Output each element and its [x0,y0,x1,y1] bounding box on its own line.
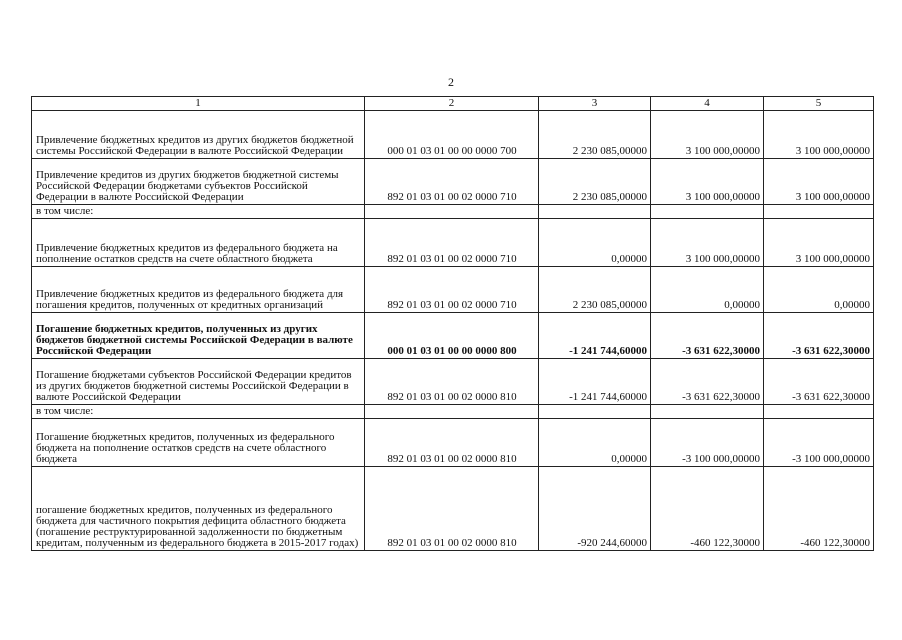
table-row [32,405,874,419]
row-value-col3: 2 230 085,00000 [539,267,651,313]
row-value-col3: -920 244,60000 [539,467,651,551]
row-value-col3: -1 241 744,60000 [539,313,651,359]
table-row [32,313,874,359]
table-row [32,159,874,205]
row-value-col3: 2 230 085,00000 [539,159,651,205]
row-code: 892 01 03 01 00 02 0000 810 [365,419,539,467]
row-code: 892 01 03 01 00 02 0000 710 [365,219,539,267]
table-row [32,359,874,405]
row-value-col5: 3 100 000,00000 [764,111,874,159]
row-code [365,205,539,219]
row-code: 892 01 03 01 00 02 0000 710 [365,267,539,313]
page-number: 2 [448,75,454,89]
row-value-col5: -3 100 000,00000 [764,419,874,467]
column-header-2: 2 [365,97,539,111]
row-value-col4 [651,205,764,219]
row-code: 000 01 03 01 00 00 0000 800 [365,313,539,359]
row-value-col5 [764,205,874,219]
table-header-row [32,97,874,111]
row-name: Привлечение кредитов из других бюджетов бюджетной системы Российской Федерации бюджетами субъектов Российской Федерации в валюте Российской Федерации [32,159,365,205]
row-name: Привлечение бюджетных кредитов из других бюджетов бюджетной системы Российской Федерации в валюте Российской Федерации [32,111,365,159]
row-value-col3: 0,00000 [539,219,651,267]
row-code: 892 01 03 01 00 02 0000 810 [365,359,539,405]
row-code: 892 01 03 01 00 02 0000 710 [365,159,539,205]
row-name: в том числе: [32,405,365,419]
row-name: Погашение бюджетных кредитов, полученных из других бюджетов бюджетной системы Российской Федерации в валюте Российской Федерации [32,313,365,359]
row-value-col4: -3 631 622,30000 [651,359,764,405]
row-value-col3 [539,405,651,419]
column-header-5: 5 [764,97,874,111]
row-name: погашение бюджетных кредитов, полученных из федерального бюджета для частичного покрытия дефицита областного бюджета (погашение реструктурированной задолженности по бюджетным кредитам, полученным из федерального бюджета в 2015-2017 годах) [32,467,365,551]
row-value-col5: 0,00000 [764,267,874,313]
table-row [32,205,874,219]
column-header-3: 3 [539,97,651,111]
budget-table [31,96,874,551]
row-name: Погашение бюджетами субъектов Российской Федерации кредитов из других бюджетов бюджетной системы Российской Федерации в валюте Российской Федерации [32,359,365,405]
row-value-col5: 3 100 000,00000 [764,159,874,205]
row-value-col4: 3 100 000,00000 [651,159,764,205]
row-value-col4 [651,405,764,419]
row-value-col3: 2 230 085,00000 [539,111,651,159]
row-value-col4: 3 100 000,00000 [651,219,764,267]
row-value-col4: 3 100 000,00000 [651,111,764,159]
row-value-col5: -460 122,30000 [764,467,874,551]
row-value-col5: -3 631 622,30000 [764,313,874,359]
row-value-col5: 3 100 000,00000 [764,219,874,267]
row-value-col4: -460 122,30000 [651,467,764,551]
row-value-col3: 0,00000 [539,419,651,467]
row-value-col4: -3 100 000,00000 [651,419,764,467]
row-name: Погашение бюджетных кредитов, полученных из федерального бюджета на пополнение остатков средств на счете областного бюджета [32,419,365,467]
row-code [365,405,539,419]
row-name: в том числе: [32,205,365,219]
row-value-col4: 0,00000 [651,267,764,313]
row-value-col3 [539,205,651,219]
table-row [32,111,874,159]
row-value-col4: -3 631 622,30000 [651,313,764,359]
table-row [32,219,874,267]
row-value-col5 [764,405,874,419]
row-value-col5: -3 631 622,30000 [764,359,874,405]
table-row [32,467,874,551]
row-name: Привлечение бюджетных кредитов из федерального бюджета для погашения кредитов, полученных от кредитных организаций [32,267,365,313]
column-header-4: 4 [651,97,764,111]
row-code: 000 01 03 01 00 00 0000 700 [365,111,539,159]
table-row [32,267,874,313]
column-header-1: 1 [32,97,365,111]
table-row [32,419,874,467]
row-value-col3: -1 241 744,60000 [539,359,651,405]
row-name: Привлечение бюджетных кредитов из федерального бюджета на пополнение остатков средств на счете областного бюджета [32,219,365,267]
row-code: 892 01 03 01 00 02 0000 810 [365,467,539,551]
